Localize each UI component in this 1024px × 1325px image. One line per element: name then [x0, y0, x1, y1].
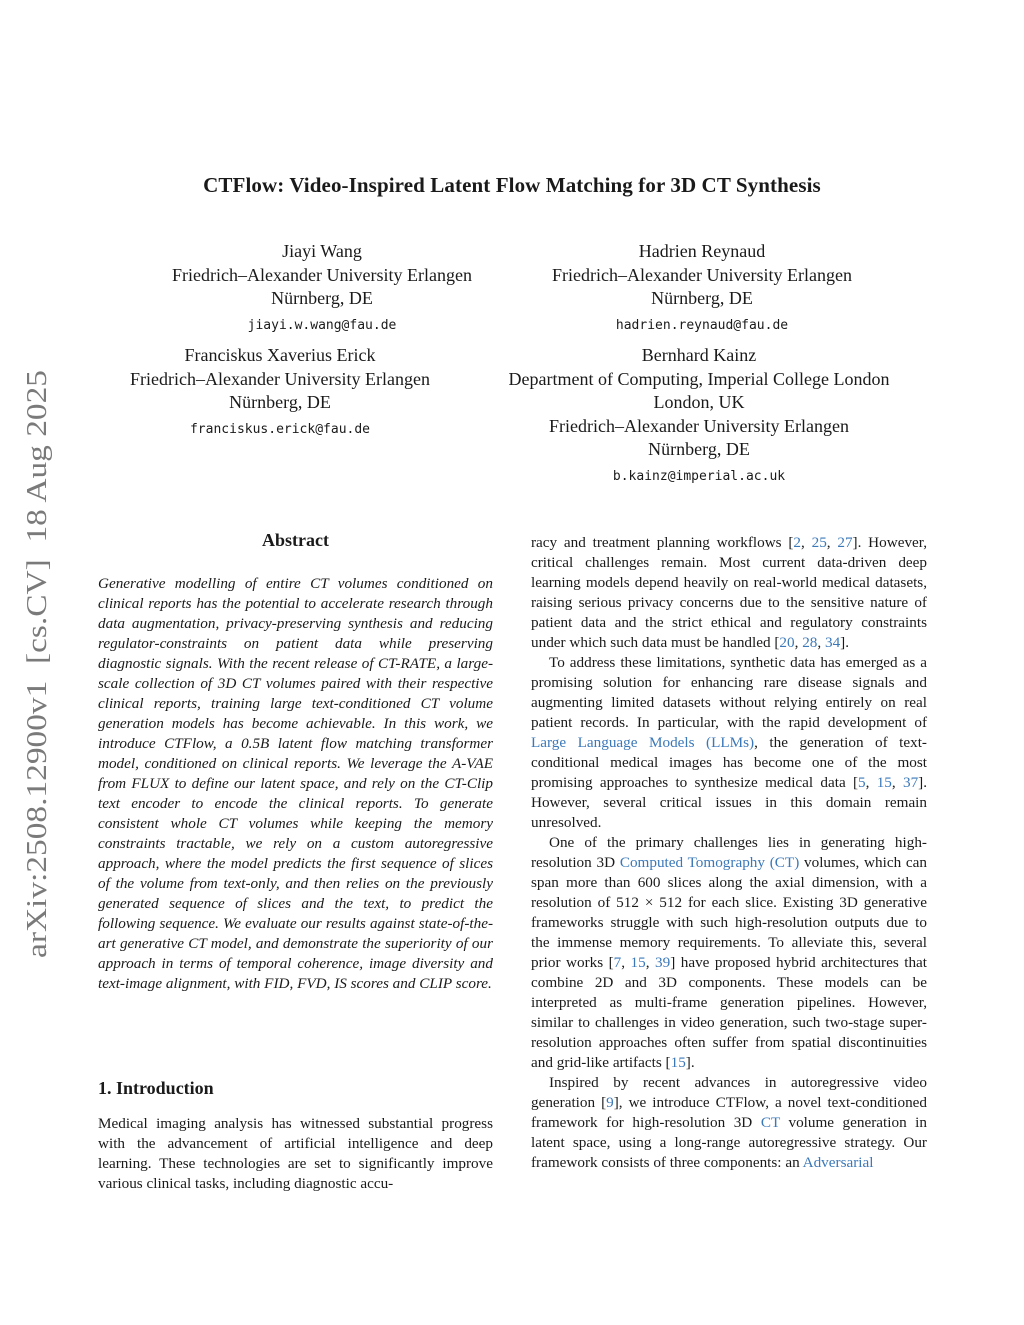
author-affiliation: Department of Computing, Imperial College London	[508, 368, 890, 389]
citation-link[interactable]: 39	[655, 954, 671, 971]
paragraph: To address these limitations, synthetic data has emerged as a promising solution for enhancing rare disease signals and augmenting limited datasets without relying entirely on real patient records. In particular, with the rapid development of Large Language Models (LLMs), the generation of text-conditional medical images has become one of the most promising approaches to synthesize medical data [5, 15, 37]. However, several critical issues in this domain remain unresolved.	[531, 654, 928, 831]
citation-link[interactable]: 15	[876, 774, 892, 791]
author-email[interactable]: b.kainz@imperial.ac.uk	[612, 468, 786, 484]
citation-link[interactable]: 20	[779, 634, 795, 651]
acronym-link-llm[interactable]: Large Language Models (LLMs)	[531, 734, 755, 751]
intro-paragraph-left: Medical imaging analysis has witnessed substantial progress with the advancement of artificial intelligence and deep learning. These technologies are set to significantly improve various clinical tasks, including diagnostic accu-	[98, 1115, 493, 1192]
author-location: Nürnberg, DE	[229, 392, 331, 412]
author-block-kainz	[476, 344, 922, 488]
right-column	[531, 533, 927, 1173]
author-affiliation: Friedrich–Alexander University Erlangen	[549, 415, 849, 436]
citation-link[interactable]: 34	[824, 634, 841, 651]
citation-link[interactable]: 5	[858, 774, 866, 791]
section-heading-introduction: 1. Introduction	[98, 1078, 214, 1098]
paragraph: Inspired by recent advances in autoregressive video generation [9], we introduce CTFlow, a novel text-conditioned framework for high-resolution 3D CT volume generation in latent space, using a long-range autoregressive strategy. Our framework consists of three components: an Adversarial	[531, 1074, 927, 1171]
acronym-link-ct[interactable]: Computed Tomography (CT)	[619, 854, 800, 871]
author-location: Nürnberg, DE	[651, 288, 753, 308]
citation-link[interactable]: 37	[902, 774, 919, 791]
abstract-heading: Abstract	[262, 530, 329, 550]
author-block-erick	[108, 344, 452, 441]
author-email[interactable]: hadrien.reynaud@fau.de	[615, 317, 789, 333]
author-name: Bernhard Kainz	[641, 345, 757, 365]
author-affiliation: Friedrich–Alexander University Erlangen	[130, 368, 430, 389]
arxiv-stamp-text: arXiv:2508.12900v1 [cs.CV] 18 Aug 2025	[21, 447, 53, 958]
citation-link[interactable]: 7	[613, 954, 622, 971]
author-block-wang	[150, 240, 494, 337]
paragraph: racy and treatment planning workflows [2, 25, 27]. However, critical challenges remain. Most current data-driven deep learning models depend heavily on real-world medical datasets, raising serious privacy concerns due to the sensitive nature of patient data and the strict ethical and regulatory constraints under which such data must be handled [20, 28, 34].	[531, 534, 928, 651]
citation-link[interactable]: 25	[811, 534, 827, 551]
citation-link[interactable]: 9	[606, 1094, 614, 1111]
abstract-text: Generative modelling of entire CT volumes conditioned on clinical reports has the potential to accelerate research through data augmentation, privacy-preserving synthesis and reducing regulator-constraints on patient data while preserving diagnostic signals. With the recent release of CT-RATE, a large-scale collection of 3D CT volumes paired with their respective clinical reports, training large text-conditioned CT volume generation models has become achievable. In this work, we introduce CTFlow, a 0.5B latent flow matching transformer model, conditioned on clinical reports. We leverage the A-VAE from FLUX to define our latent space, and rely on the CT-Clip text encoder to encode the clinical reports. To generate consistent whole CT volumes while keeping the memory constraints tractable, we rely on a custom autoregressive approach, where the model predicts the first sequence of slices of the volume from text-only, and then relies on the previously generated sequence of slices and the text, to predict the following sequence. We evaluate our results against state-of-the-art generative CT model, and demonstrate the superiority of our approach in terms of temporal coherence, image diversity and text-image alignment, with FID, FVD, IS scores and CLIP score.	[98, 575, 493, 992]
author-block-reynaud	[530, 240, 874, 337]
paragraph: One of the primary challenges lies in generating high-resolution 3D Computed Tomography (CT) volumes, which can span more than 600 slices along the axial dimension, with a resolution of 512 × 512 for each slice. Existing 3D generative frameworks struggle with such high-resolution outputs due to the immense memory requirements. To alleviate this, several prior works [7, 15, 39] have proposed hybrid architectures that combine 2D and 3D components. These models can be interpreted as multi-frame generation pipelines. However, similar to challenges in video generation, such two-stage super-resolution approaches often suffer from spatial discontinuities and grid-like artifacts [15].	[531, 834, 928, 1071]
paper-title: CTFlow: Video-Inspired Latent Flow Matching for 3D CT Synthesis	[203, 173, 821, 197]
author-affiliation: Friedrich–Alexander University Erlangen	[552, 264, 852, 285]
arxiv-stamp	[14, 368, 58, 958]
author-name: Franciskus Xaverius Erick	[184, 345, 376, 365]
citation-link[interactable]: 15	[670, 1054, 686, 1071]
citation-link[interactable]: 2	[793, 534, 802, 551]
author-name: Jiayi Wang	[282, 241, 362, 261]
author-location: Nürnberg, DE	[271, 288, 373, 308]
acronym-link-adversarial[interactable]: Adversarial	[802, 1154, 874, 1171]
acronym-link-ct[interactable]: CT	[760, 1114, 780, 1131]
citation-link[interactable]: 27	[837, 534, 853, 551]
author-location: Nürnberg, DE	[648, 439, 750, 459]
author-name: Hadrien Reynaud	[638, 241, 766, 261]
author-email[interactable]: franciskus.erick@fau.de	[189, 421, 370, 437]
citation-link[interactable]: 15	[630, 954, 646, 971]
citation-link[interactable]: 28	[802, 634, 818, 651]
author-email[interactable]: jiayi.w.wang@fau.de	[247, 317, 397, 333]
author-location: London, UK	[653, 392, 745, 412]
author-affiliation: Friedrich–Alexander University Erlangen	[172, 264, 472, 285]
